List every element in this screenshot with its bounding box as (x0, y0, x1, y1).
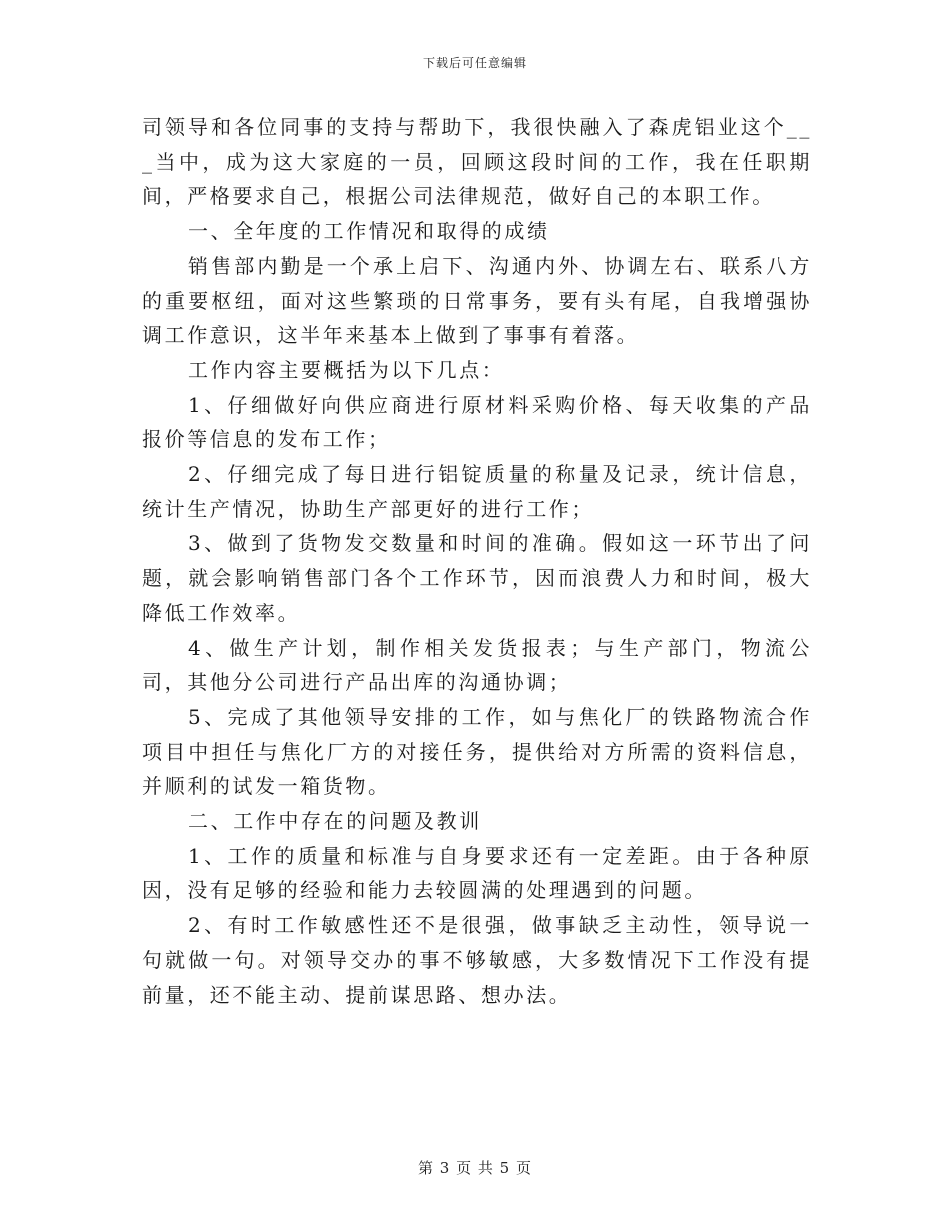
list-item-5: 5、完成了其他领导安排的工作，如与焦化厂的铁路物流合作项目中担任与焦化厂方的对接任务，提供给对方所需的资料信息，并顺利的试发一箱货物。 (142, 704, 812, 799)
list-item-1: 1、仔细做好向供应商进行原材料采购价格、每天收集的产品报价等信息的发布工作； (142, 392, 812, 452)
list-item-2: 2、仔细完成了每日进行铝锭质量的称量及记录，统计信息，统计生产情况，协助生产部更好的进行工作； (142, 462, 812, 521)
page-header-note: 下载后可任意编辑 (422, 56, 527, 70)
problem-item-1: 1、工作的质量和标准与自身要求还有一定差距。由于各种原因，没有足够的经验和能力去较圆满的处理遇到的问题。 (142, 843, 812, 903)
page-number: 第 3 页 共 5 页 (418, 1159, 532, 1177)
list-item-4: 4、做生产计划，制作相关发货报表；与生产部门，物流公司，其他分公司进行产品出库的沟通协调； (142, 635, 812, 695)
paragraph-1: 司领导和各位同事的支持与帮助下，我很快融入了森虎铝业这个___当中，成为这大家庭的一员，回顾这段时间的工作，我在任职期间，严格要求自己，根据公司法律规范，做好自己的本职工作。 (142, 115, 812, 209)
problem-item-2: 2、有时工作敏感性还不是很强，做事缺乏主动性，领导说一句就做一句。对领导交办的事不够敏感，大多数情况下工作没有提前量，还不能主动、提前谋思路、想办法。 (142, 913, 812, 1007)
paragraph-sales-role: 销售部内勤是一个承上启下、沟通内外、协调左右、联系八方的重要枢纽，面对这些繁琐的日常事务，要有头有尾，自我增强协调工作意识，这半年来基本上做到了事事有着落。 (142, 253, 812, 348)
list-item-3: 3、做到了货物发交数量和时间的准确。假如这一环节出了问题，就会影响销售部门各个工作环节，因而浪费人力和时间，极大降低工作效率。 (142, 531, 812, 625)
section-heading-problems: 二、工作中存在的问题及教训 (188, 809, 482, 834)
section-heading-achievements: 一、全年度的工作情况和取得的成绩 (188, 219, 550, 244)
document-body (142, 110, 812, 1012)
paragraph-work-summary-intro: 工作内容主要概括为以下几点： (188, 357, 505, 382)
